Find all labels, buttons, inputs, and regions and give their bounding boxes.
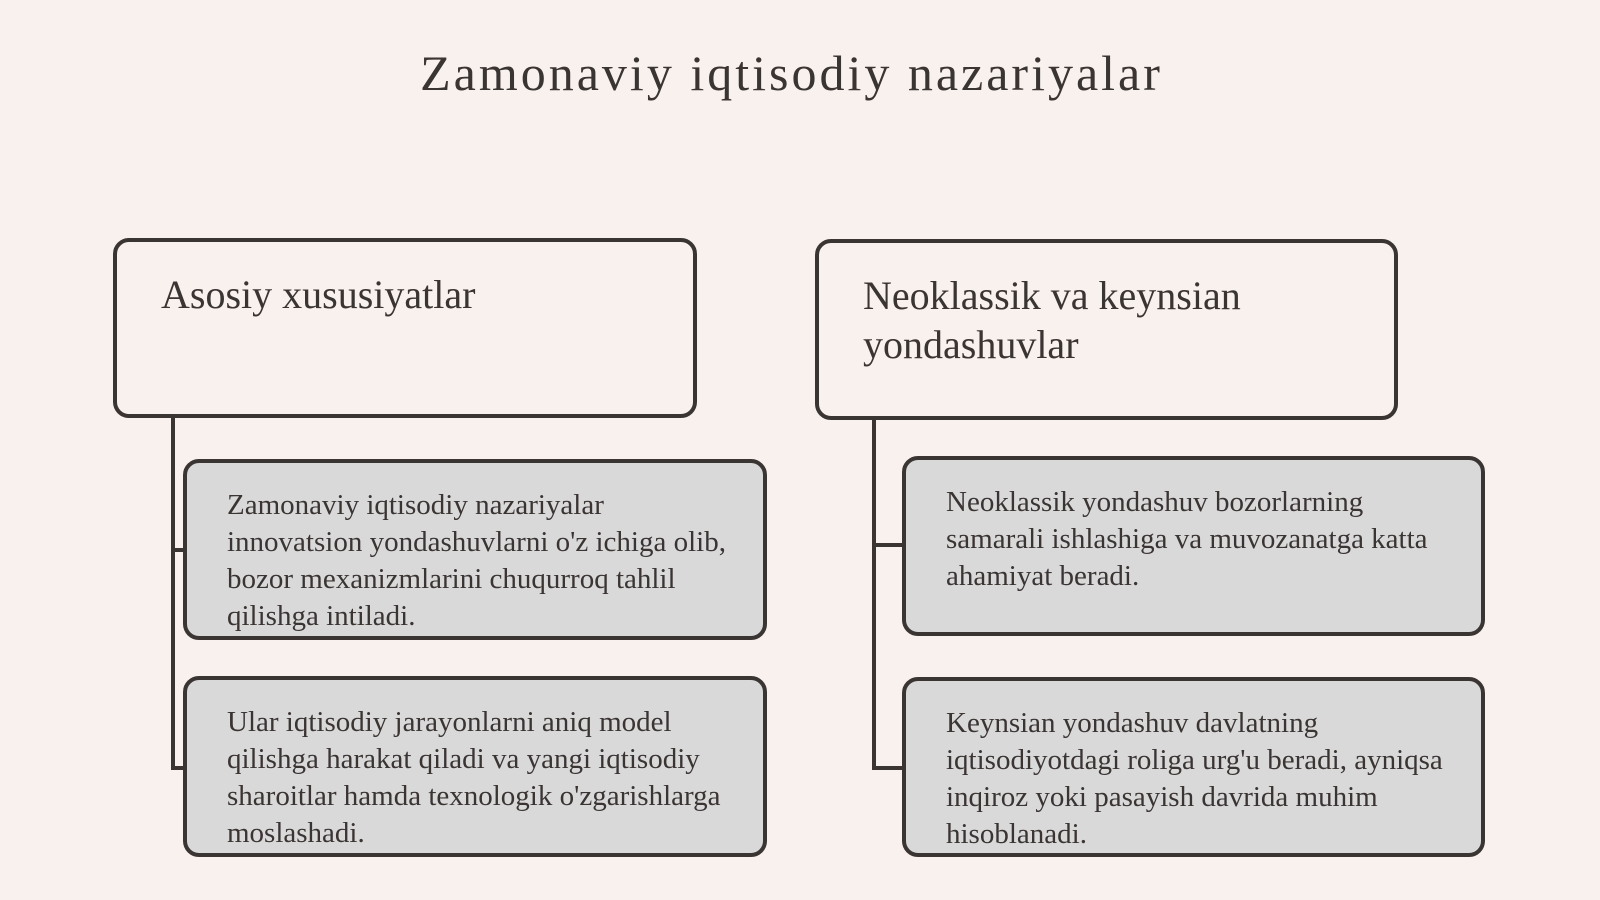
right-connector-branch-2	[872, 766, 904, 770]
left-heading-text: Asosiy xususiyatlar	[161, 272, 476, 317]
left-item-1	[183, 459, 767, 640]
left-item-2-text: Ular iqtisodiy jarayonlarni aniq model qilishga harakat qiladi va yangi iqtisodiy sharoitlar hamda texnologik o'zgarishlarga moslashadi.	[227, 706, 721, 849]
right-connector-trunk	[872, 420, 876, 770]
left-connector-trunk	[171, 418, 175, 770]
page-title: Zamonaviy iqtisodiy nazariyalar	[420, 45, 1163, 101]
right-item-2	[902, 677, 1485, 857]
right-item-1-text: Neoklassik yondashuv bozorlarning samarali ishlashiga va muvozanatga katta ahamiyat beradi.	[946, 486, 1428, 592]
left-heading-box	[113, 238, 697, 418]
left-item-1-text: Zamonaviy iqtisodiy nazariyalar innovatsion yondashuvlarni o'z ichiga olib, bozor mexanizmlarini chuqurroq tahlil qilishga intiladi.	[227, 489, 726, 632]
left-item-2	[183, 676, 767, 857]
right-item-2-text: Keynsian yondashuv davlatning iqtisodiyotdagi roliga urg'u beradi, ayniqsa inqiroz yoki pasayish davrida muhim hisoblanadi.	[946, 707, 1443, 850]
right-connector-branch-1	[872, 543, 904, 547]
right-heading-text: Neoklassik va keynsian yondashuvlar	[863, 273, 1241, 367]
right-heading-box	[815, 239, 1398, 420]
right-item-1	[902, 456, 1485, 636]
